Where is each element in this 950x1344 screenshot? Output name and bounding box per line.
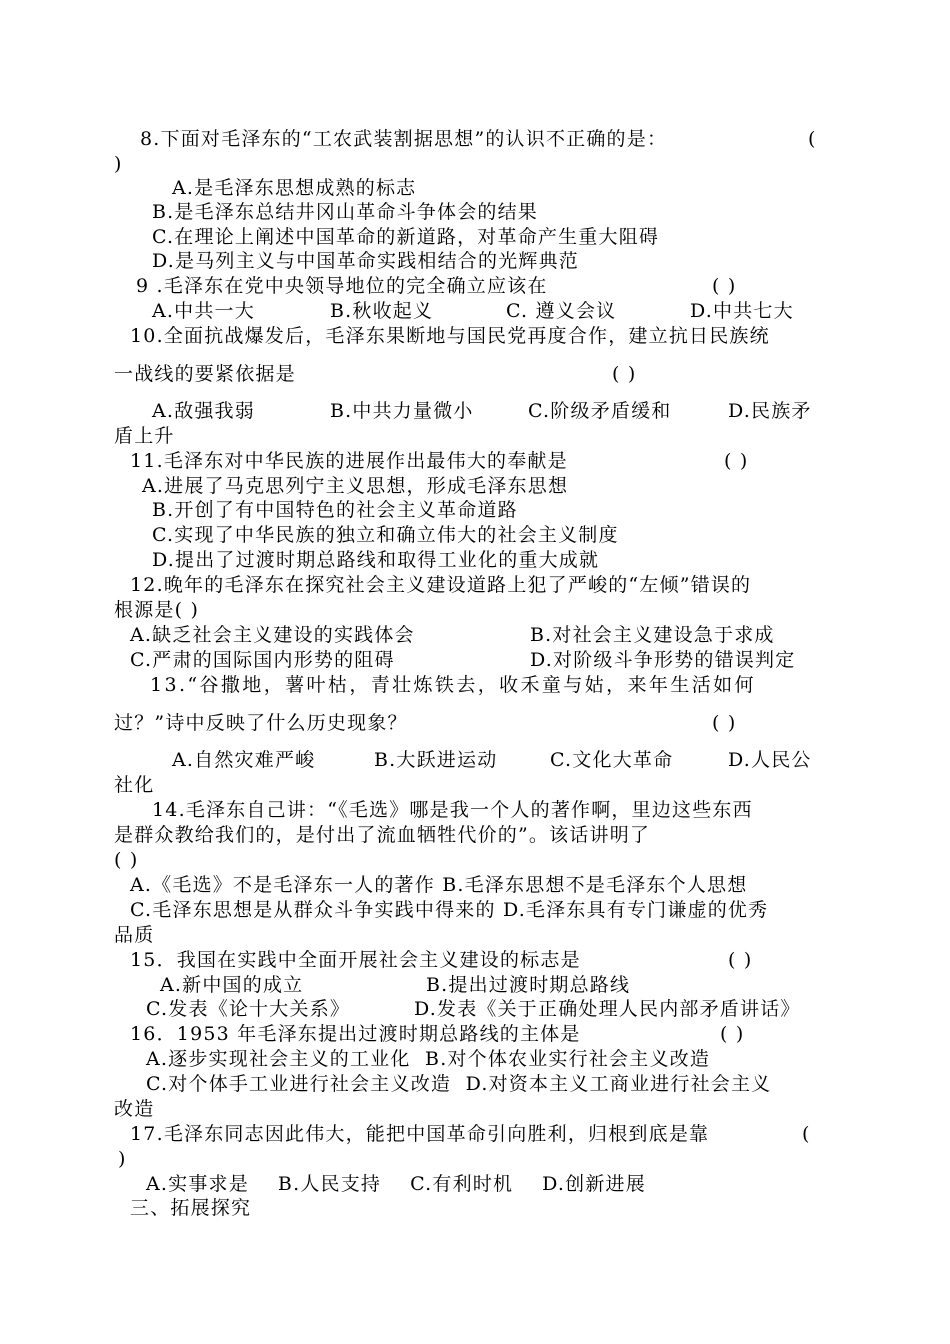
q11-option-c: C.实现了中华民族的独立和确立伟大的社会主义制度 bbox=[152, 524, 619, 546]
q15-paren: ( ) bbox=[728, 949, 753, 971]
q11-stem: 11.毛泽东对中华民族的进展作出最伟大的奉献是 bbox=[130, 450, 568, 472]
q9-option-d: D.中共七大 bbox=[690, 300, 794, 322]
q11-option-d: D.提出了过渡时期总路线和取得工业化的重大成就 bbox=[152, 549, 600, 571]
q13-stem-line1: 13.“谷撒地，薯叶枯，青壮炼铁去，收禾童与姑，来年生活如何 bbox=[150, 674, 756, 696]
q17-options: A.实事求是 B.人民支持 C.有利时机 D.创新进展 bbox=[146, 1173, 646, 1195]
q8-option-c: C.在理论上阐述中国革命的新道路，对革命产生重大阻碍 bbox=[152, 226, 660, 248]
q8-option-b: B.是毛泽东总结井冈山革命斗争体会的结果 bbox=[152, 201, 539, 223]
q13-option-d-line2: 社化 bbox=[114, 774, 155, 796]
q14-options-ab: A.《毛选》不是毛泽东一人的著作 B.毛泽东思想不是毛泽东个人思想 bbox=[130, 874, 748, 896]
q14-options-cd-line2: 品质 bbox=[114, 924, 155, 946]
q8-stem: 8.下面对毛泽东的“工农武装割据思想”的认识不正确的是： bbox=[140, 128, 668, 150]
q8-option-d: D.是马列主义与中国革命实践相结合的光辉典范 bbox=[152, 250, 579, 272]
q17-stem: 17.毛泽东同志因此伟大，能把中国革命引向胜利，归根到底是靠 bbox=[130, 1123, 710, 1145]
q15-option-b: B.提出过渡时期总路线 bbox=[426, 974, 631, 996]
q16-options-cd-line1: C.对个体手工业进行社会主义改造 D.对资本主义工商业进行社会主义 bbox=[146, 1073, 772, 1095]
q10-option-b: B.中共力量微小 bbox=[330, 400, 474, 422]
q9-option-b: B.秋收起义 bbox=[330, 300, 434, 322]
q10-option-c: C.阶级矛盾缓和 bbox=[528, 400, 672, 422]
q15-option-a: A.新中国的成立 bbox=[160, 974, 304, 996]
q13-option-d-line1: D.人民公 bbox=[728, 749, 812, 771]
q17-paren-close: ) bbox=[118, 1148, 127, 1170]
q16-options-cd-line2: 改造 bbox=[114, 1098, 155, 1120]
section-heading: 三、拓展探究 bbox=[130, 1197, 252, 1219]
q9-option-c: C. 遵义会议 bbox=[506, 300, 617, 322]
q15-option-c: C.发表《论十大关系》 bbox=[146, 998, 351, 1020]
q13-option-a: A.自然灾难严峻 bbox=[172, 749, 316, 771]
q16-stem: 16．1953 年毛泽东提出过渡时期总路线的主体是 bbox=[130, 1023, 581, 1045]
q8-paren-open: ( bbox=[808, 128, 817, 150]
q17-paren-open: ( bbox=[802, 1123, 811, 1145]
q15-option-d: D.发表《关于正确处理人民内部矛盾讲话》 bbox=[414, 998, 801, 1020]
q11-paren: ( ) bbox=[724, 450, 749, 472]
q10-option-d-line1: D.民族矛 bbox=[728, 400, 812, 422]
q11-option-b: B.开创了有中国特色的社会主义革命道路 bbox=[152, 499, 518, 521]
q9-stem: 9 .毛泽东在党中央领导地位的完全确立应该在 bbox=[136, 275, 548, 297]
q12-option-a: A.缺乏社会主义建设的实践体会 bbox=[130, 624, 415, 646]
q15-stem: 15．我国在实践中全面开展社会主义建设的标志是 bbox=[130, 949, 581, 971]
q12-stem-line1: 12.晚年的毛泽东在探究社会主义建设道路上犯了严峻的“左倾”错误的 bbox=[130, 574, 752, 596]
q13-option-c: C.文化大革命 bbox=[550, 749, 674, 771]
q12-option-d: D.对阶级斗争形势的错误判定 bbox=[530, 649, 796, 671]
q10-stem-line1: 10.全面抗战爆发后，毛泽东果断地与国民党再度合作，建立抗日民族统 bbox=[130, 325, 770, 347]
q16-paren: ( ) bbox=[720, 1023, 745, 1045]
q8-option-a: A.是毛泽东思想成熟的标志 bbox=[172, 177, 417, 199]
q14-stem-line2: 是群众教给我们的，是付出了流血牺牲代价的”。该话讲明了 bbox=[114, 824, 651, 846]
q12-option-b: B.对社会主义建设急于求成 bbox=[530, 624, 775, 646]
q16-options-ab: A.逐步实现社会主义的工业化 B.对个体农业实行社会主义改造 bbox=[146, 1048, 711, 1070]
q13-paren: ( ) bbox=[712, 712, 737, 734]
q10-stem-line2: 一战线的要紧依据是 bbox=[114, 363, 296, 385]
q14-paren: ( ) bbox=[114, 849, 139, 871]
q9-option-a: A.中共一大 bbox=[152, 300, 255, 322]
q10-paren: ( ) bbox=[612, 363, 637, 385]
q13-stem-line2: 过？”诗中反映了什么历史现象？ bbox=[114, 712, 408, 734]
q12-stem-line2: 根源是( ) bbox=[114, 599, 200, 621]
q10-option-a: A.敌强我弱 bbox=[152, 400, 255, 422]
q12-option-c: C.严肃的国际国内形势的阻碍 bbox=[130, 649, 395, 671]
q14-options-cd-line1: C.毛泽东思想是从群众斗争实践中得来的 D.毛泽东具有专门谦虚的优秀 bbox=[130, 899, 769, 921]
q14-stem-line1: 14.毛泽东自己讲：“《毛选》哪是我一个人的著作啊，里边这些东西 bbox=[152, 799, 753, 821]
q11-option-a: A.进展了马克思列宁主义思想，形成毛泽东思想 bbox=[142, 475, 569, 497]
q13-option-b: B.大跃进运动 bbox=[374, 749, 498, 771]
q8-paren-close: ) bbox=[114, 153, 123, 175]
q10-option-d-line2: 盾上升 bbox=[114, 425, 175, 447]
q9-paren: ( ) bbox=[712, 275, 737, 297]
